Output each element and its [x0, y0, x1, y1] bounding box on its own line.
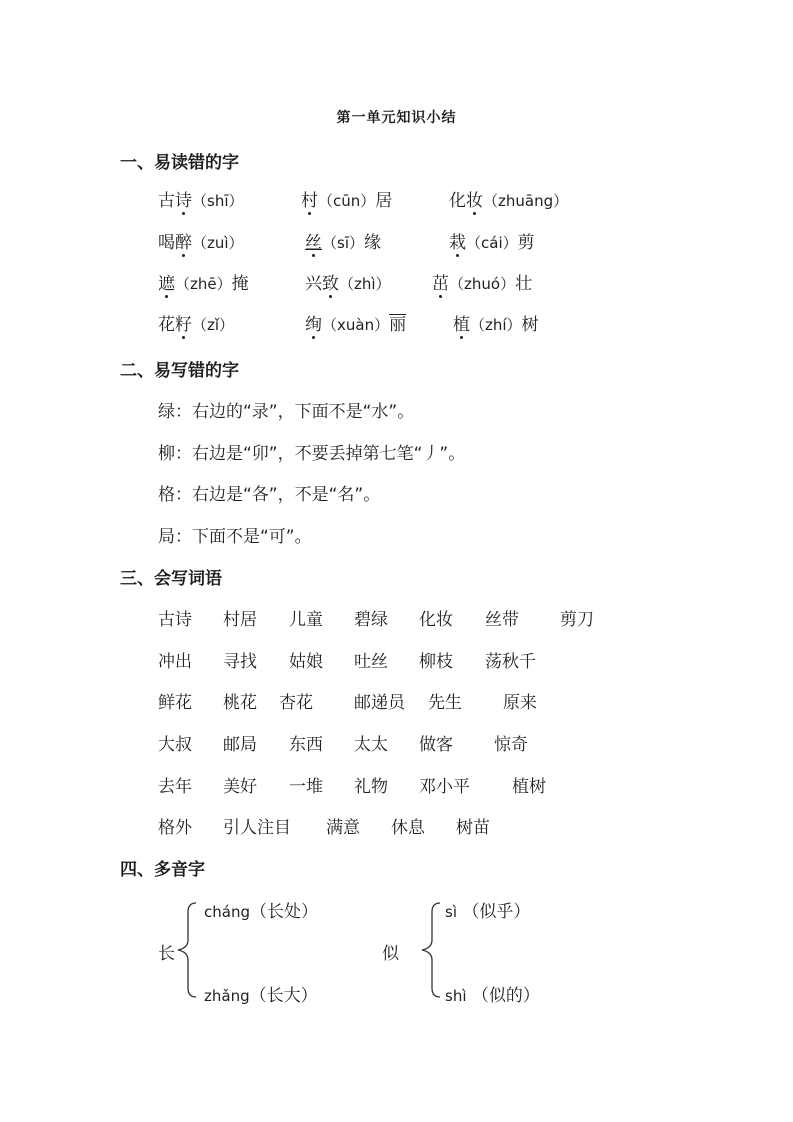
vocab-word: 一堆: [289, 777, 323, 797]
vocab-word: 先生: [428, 693, 462, 713]
section-heading-polyphonic: 四、多音字: [120, 860, 205, 880]
misread-item: 茁（zhuó）壮: [432, 269, 532, 294]
vocab-word: 美好: [223, 777, 257, 797]
vocab-word: 柳枝: [419, 652, 453, 672]
vocab-word: 引人注目: [223, 818, 291, 838]
vocab-word: 满意: [326, 818, 360, 838]
section-heading-easy-misread: 一、易读错的字: [120, 153, 239, 173]
vocab-word: 植树: [512, 777, 546, 797]
misread-item: 栽（cái）剪: [449, 228, 535, 253]
vocab-word: 惊奇: [494, 735, 528, 755]
vocab-word: 鲜花: [158, 693, 192, 713]
misread-item: 遮（zhē）掩: [158, 269, 249, 294]
misread-item: 古诗（shī）: [158, 186, 244, 211]
vocab-word: 做客: [419, 735, 453, 755]
left-brace-icon: [174, 900, 198, 1000]
vocab-word: 姑娘: [289, 652, 323, 672]
misread-item: 化妆（zhuāng）: [449, 186, 568, 211]
miswrite-line: 柳：右边是“卯”，不要丢掉第七笔“丿”。: [158, 444, 466, 464]
misread-item: 喝醉（zuì）: [158, 228, 244, 253]
vocab-word: 大叔: [158, 735, 192, 755]
vocab-word: 礼物: [354, 777, 388, 797]
vocab-word: 儿童: [289, 610, 323, 630]
vocab-word: 邮递员: [354, 693, 405, 713]
miswrite-line: 格：右边是“各”，不是“名”。: [158, 485, 381, 505]
vocab-word: 休息: [391, 818, 425, 838]
misread-item: 绚（xuàn）丽: [305, 310, 406, 335]
vocab-word: 桃花: [223, 693, 257, 713]
vocab-word: 邮局: [223, 735, 257, 755]
vocab-word: 吐丝: [354, 652, 388, 672]
polyphonic-reading: zhǎng（长大）: [204, 986, 318, 1006]
polyphonic-reading: sì （似乎）: [445, 902, 531, 922]
vocab-word: 村居: [223, 610, 257, 630]
vocab-word: 东西: [289, 735, 323, 755]
left-brace-icon: [418, 900, 442, 1000]
vocab-word: 古诗: [158, 610, 192, 630]
vocab-word: 寻找: [223, 652, 257, 672]
misread-item: 兴致（zhì）: [305, 269, 391, 294]
vocab-word: 原来: [503, 693, 537, 713]
misread-item: 村（cūn）居: [301, 186, 392, 211]
vocab-word: 树苗: [456, 818, 490, 838]
polyphonic-char: 长: [158, 944, 175, 964]
page-title: 第一单元知识小结: [336, 110, 457, 126]
vocab-word: 邓小平: [419, 777, 470, 797]
section-heading-easy-miswrite: 二、易写错的字: [120, 361, 239, 381]
vocab-word: 太太: [354, 735, 388, 755]
vocab-word: 化妆: [419, 610, 453, 630]
polyphonic-reading: cháng（长处）: [204, 902, 318, 922]
vocab-word: 杏花: [279, 693, 313, 713]
vocab-word: 荡秋千: [485, 652, 536, 672]
misread-item: 丝（sī）缘: [305, 228, 381, 253]
vocab-word: 剪刀: [560, 610, 594, 630]
miswrite-line: 绿：右边的“录”，下面不是“水”。: [158, 402, 415, 422]
vocab-word: 格外: [158, 818, 192, 838]
misread-item: 花籽（zǐ）: [158, 310, 234, 335]
vocab-word: 去年: [158, 777, 192, 797]
misread-item: 植（zhí）树: [453, 310, 539, 335]
miswrite-line: 局：下面不是“可”。: [158, 527, 312, 547]
vocab-word: 丝带: [485, 610, 519, 630]
polyphonic-char: 似: [382, 944, 399, 964]
polyphonic-reading: shì （似的）: [445, 986, 540, 1006]
vocab-word: 碧绿: [354, 610, 388, 630]
section-heading-vocabulary: 三、会写词语: [120, 569, 222, 589]
vocab-word: 冲出: [158, 652, 192, 672]
